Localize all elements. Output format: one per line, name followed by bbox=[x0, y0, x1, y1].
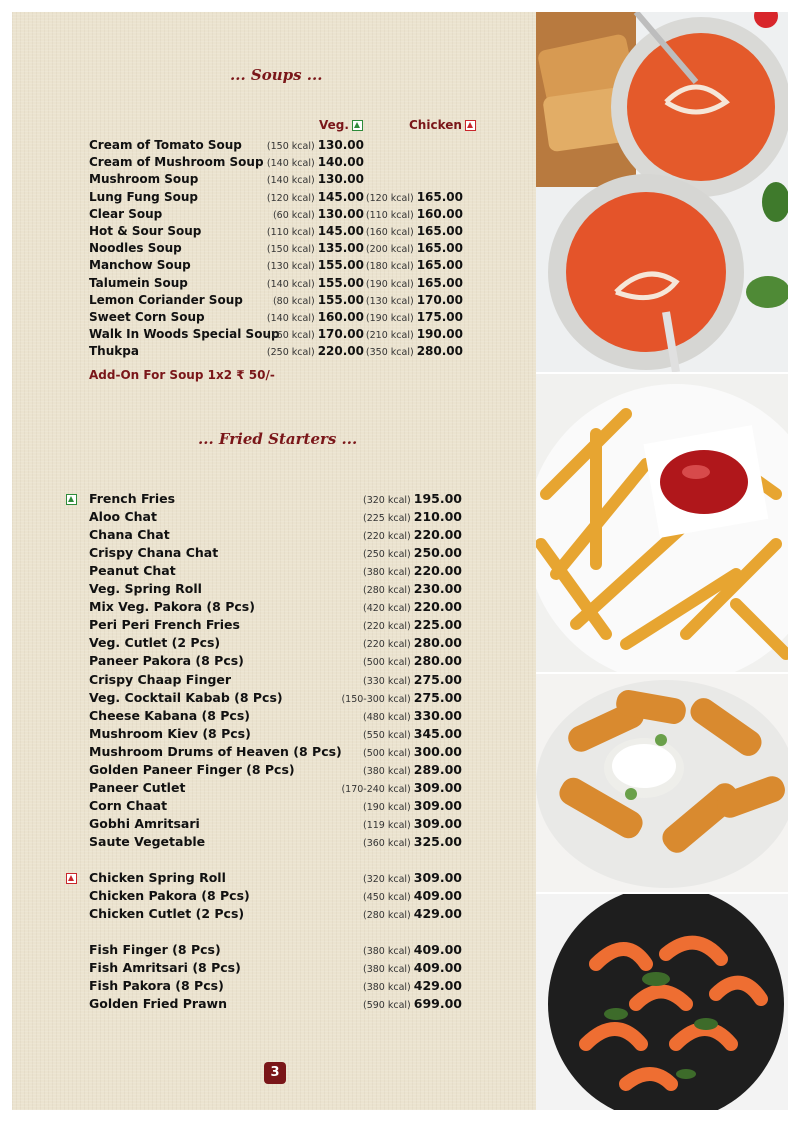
fish-starter-row bbox=[89, 996, 462, 1013]
soup-row bbox=[89, 155, 469, 172]
veg-starter-row bbox=[89, 563, 462, 580]
soup-row bbox=[89, 241, 469, 258]
item-name: Cream of Mushroom Soup bbox=[89, 155, 264, 170]
veg-column-header bbox=[319, 118, 363, 132]
veg-kcal: (150 kcal) bbox=[266, 141, 315, 152]
price-cell bbox=[363, 635, 462, 650]
veg-price-cell bbox=[273, 293, 364, 307]
veg-symbol-icon bbox=[66, 494, 77, 505]
item-kcal: (550 kcal) bbox=[362, 729, 411, 741]
chicken-header-label: Chicken bbox=[409, 118, 462, 132]
item-price: 309.00 bbox=[413, 815, 462, 831]
item-price: 309.00 bbox=[413, 779, 462, 795]
item-kcal: (330 kcal) bbox=[362, 675, 411, 687]
veg-kcal: (120 kcal) bbox=[266, 192, 315, 204]
photo-column bbox=[536, 12, 788, 1110]
item-price: 210.00 bbox=[413, 509, 462, 525]
fish-starter-row bbox=[89, 960, 462, 977]
price-cell bbox=[363, 599, 462, 614]
item-price: 309.00 bbox=[413, 870, 462, 885]
item-name: Golden Paneer Finger (8 Pcs) bbox=[89, 761, 295, 777]
fish-starter-row bbox=[89, 978, 462, 995]
chicken-price: 165.00 bbox=[416, 241, 463, 256]
item-name: Gobhi Amritsari bbox=[89, 815, 200, 831]
chicken-price: 160.00 bbox=[416, 206, 463, 221]
item-kcal: (280 kcal) bbox=[362, 910, 411, 922]
veg-price: 220.00 bbox=[317, 344, 364, 359]
chicken-starter-row bbox=[89, 888, 462, 905]
chicken-price-cell bbox=[460, 172, 463, 186]
chicken-price-cell bbox=[366, 293, 463, 307]
soup-row bbox=[89, 190, 469, 207]
item-name: Golden Fried Prawn bbox=[89, 996, 227, 1012]
chicken-price-cell bbox=[366, 276, 463, 290]
chicken-price-cell bbox=[366, 310, 463, 324]
veg-starter-row bbox=[89, 635, 462, 652]
item-price: 409.00 bbox=[413, 942, 462, 957]
veg-kcal: (140 kcal) bbox=[266, 313, 315, 324]
veg-price: 155.00 bbox=[317, 292, 364, 307]
item-name: Crispy Chaap Finger bbox=[89, 671, 232, 687]
item-name: Paneer Pakora (8 Pcs) bbox=[89, 653, 244, 669]
item-name: Mix Veg. Pakora (8 Pcs) bbox=[89, 599, 255, 615]
item-price: 699.00 bbox=[413, 996, 462, 1012]
item-name: Mushroom Soup bbox=[89, 172, 199, 187]
chicken-price-cell bbox=[366, 344, 463, 358]
item-kcal: (225 kcal) bbox=[362, 513, 411, 525]
price-cell bbox=[363, 545, 462, 560]
nonveg-symbol-icon bbox=[66, 873, 77, 884]
veg-price-cell bbox=[267, 172, 364, 186]
item-name: Peri Peri French Fries bbox=[89, 617, 240, 633]
veg-kcal: (160 kcal) bbox=[266, 330, 315, 342]
item-price: 409.00 bbox=[413, 888, 462, 904]
fried-starters-title: ... Fried Starters ... bbox=[198, 430, 358, 448]
veg-starter-row bbox=[89, 545, 462, 562]
veg-price: 130.00 bbox=[317, 172, 364, 187]
price-cell bbox=[363, 834, 462, 849]
price-cell bbox=[363, 653, 462, 668]
fried-fingers-photo bbox=[536, 674, 788, 892]
chicken-kcal: (350 kcal) bbox=[365, 347, 414, 359]
chicken-column-header bbox=[409, 118, 476, 132]
chicken-kcal: (210 kcal) bbox=[365, 330, 414, 342]
chicken-price: 165.00 bbox=[416, 189, 463, 204]
price-cell bbox=[363, 996, 462, 1011]
veg-starter-row bbox=[89, 672, 462, 689]
item-name: Chicken Pakora (8 Pcs) bbox=[89, 888, 250, 904]
veg-starter-row bbox=[89, 762, 462, 779]
veg-starter-row bbox=[89, 780, 462, 797]
soups-title: ... Soups ... bbox=[230, 66, 323, 84]
item-name: Aloo Chat bbox=[89, 509, 157, 525]
chicken-price: 170.00 bbox=[416, 292, 463, 307]
chicken-price-cell bbox=[460, 138, 463, 152]
item-kcal: (119 kcal) bbox=[362, 819, 411, 831]
item-name: Peanut Chat bbox=[89, 563, 176, 579]
veg-starter-row bbox=[89, 690, 462, 707]
item-name: Clear Soup bbox=[89, 206, 163, 221]
veg-header-label: Veg. bbox=[319, 118, 349, 132]
chicken-price-cell bbox=[366, 207, 463, 221]
veg-price-cell bbox=[267, 155, 364, 169]
item-name: Lung Fung Soup bbox=[89, 189, 198, 204]
item-kcal: (250 kcal) bbox=[362, 549, 411, 561]
item-price: 280.00 bbox=[413, 653, 462, 669]
veg-price: 160.00 bbox=[317, 310, 364, 324]
price-cell bbox=[363, 491, 462, 506]
veg-price: 145.00 bbox=[317, 224, 364, 238]
item-name: Fish Amritsari (8 Pcs) bbox=[89, 960, 241, 976]
veg-starter-row bbox=[89, 527, 462, 544]
price-cell bbox=[363, 978, 462, 993]
price-cell bbox=[363, 726, 462, 741]
veg-price-cell bbox=[267, 276, 364, 290]
chicken-price-cell bbox=[366, 190, 463, 204]
item-price: 300.00 bbox=[413, 743, 462, 759]
item-name: Fish Finger (8 Pcs) bbox=[89, 942, 221, 957]
soup-row bbox=[89, 344, 469, 361]
item-price: 289.00 bbox=[413, 761, 462, 777]
item-price: 280.00 bbox=[413, 635, 462, 651]
item-name: Mushroom Drums of Heaven (8 Pcs) bbox=[89, 743, 342, 759]
veg-starter-row bbox=[89, 816, 462, 833]
chicken-kcal: (190 kcal) bbox=[365, 278, 414, 290]
item-name: Hot & Sour Soup bbox=[89, 224, 202, 238]
chicken-price-cell bbox=[366, 224, 463, 238]
item-name: Noodles Soup bbox=[89, 241, 182, 256]
item-name: Lemon Coriander Soup bbox=[89, 292, 243, 307]
chicken-price-cell bbox=[460, 155, 463, 169]
veg-price-cell bbox=[267, 327, 364, 341]
price-cell bbox=[363, 942, 462, 957]
price-cell bbox=[363, 798, 462, 813]
price-cell bbox=[363, 672, 462, 687]
soup-row bbox=[89, 293, 469, 310]
page-number: 3 bbox=[264, 1062, 286, 1084]
item-price: 220.00 bbox=[413, 563, 462, 579]
veg-price: 145.00 bbox=[317, 189, 364, 204]
soup-row bbox=[89, 224, 469, 241]
item-name: Thukpa bbox=[89, 344, 139, 359]
veg-starter-row bbox=[89, 708, 462, 725]
veg-starter-row bbox=[89, 491, 462, 508]
veg-starter-row bbox=[89, 744, 462, 761]
veg-price: 155.00 bbox=[317, 275, 364, 290]
veg-kcal: (110 kcal) bbox=[266, 227, 315, 238]
veg-price: 170.00 bbox=[317, 327, 364, 342]
item-kcal: (190 kcal) bbox=[362, 801, 411, 813]
soup-row bbox=[89, 310, 469, 327]
item-kcal: (420 kcal) bbox=[362, 603, 411, 615]
item-name: Crispy Chana Chat bbox=[89, 545, 219, 561]
item-name: Talumein Soup bbox=[89, 275, 188, 290]
chicken-price: 165.00 bbox=[416, 258, 463, 273]
item-kcal: (500 kcal) bbox=[362, 657, 411, 669]
soup-row bbox=[89, 258, 469, 275]
veg-starter-row bbox=[89, 509, 462, 526]
veg-kcal: (130 kcal) bbox=[266, 261, 315, 273]
veg-kcal: (250 kcal) bbox=[266, 347, 315, 359]
price-cell bbox=[363, 744, 462, 759]
item-kcal: (380 kcal) bbox=[362, 567, 411, 579]
item-name: Fish Pakora (8 Pcs) bbox=[89, 978, 224, 994]
chicken-starter-row bbox=[89, 906, 462, 923]
item-name: Chicken Spring Roll bbox=[89, 870, 226, 885]
chicken-kcal: (190 kcal) bbox=[365, 313, 414, 324]
item-name: Paneer Cutlet bbox=[89, 779, 186, 795]
price-cell bbox=[341, 780, 462, 795]
item-price: 409.00 bbox=[413, 960, 462, 976]
chicken-starter-row bbox=[89, 870, 462, 887]
item-kcal: (380 kcal) bbox=[362, 982, 411, 994]
chicken-price: 165.00 bbox=[416, 224, 463, 238]
item-kcal: (380 kcal) bbox=[362, 964, 411, 976]
chicken-price-cell bbox=[366, 241, 463, 255]
item-name: Saute Vegetable bbox=[89, 833, 206, 849]
item-kcal: (450 kcal) bbox=[362, 892, 411, 904]
chicken-price-cell bbox=[366, 327, 463, 341]
price-cell bbox=[363, 762, 462, 777]
veg-price: 130.00 bbox=[317, 138, 364, 152]
item-kcal: (320 kcal) bbox=[362, 874, 411, 885]
veg-kcal: (140 kcal) bbox=[266, 278, 315, 290]
soup-row bbox=[89, 172, 469, 189]
item-name: Cream of Tomato Soup bbox=[89, 138, 242, 152]
item-name: Manchow Soup bbox=[89, 258, 191, 273]
item-price: 195.00 bbox=[413, 491, 462, 506]
price-cell bbox=[363, 581, 462, 596]
item-kcal: (220 kcal) bbox=[362, 621, 411, 633]
veg-price-cell bbox=[267, 258, 364, 272]
item-price: 345.00 bbox=[413, 725, 462, 741]
chicken-kcal: (180 kcal) bbox=[365, 261, 414, 273]
veg-price-cell bbox=[267, 138, 364, 152]
item-kcal: (170-240 kcal) bbox=[341, 783, 411, 795]
chicken-kcal: (120 kcal) bbox=[365, 192, 414, 204]
price-cell bbox=[363, 563, 462, 578]
item-kcal: (380 kcal) bbox=[362, 765, 411, 777]
soup-row bbox=[89, 138, 469, 155]
price-cell bbox=[363, 509, 462, 524]
item-price: 330.00 bbox=[413, 707, 462, 723]
item-name: Veg. Spring Roll bbox=[89, 581, 202, 597]
veg-price: 130.00 bbox=[317, 206, 364, 221]
price-cell bbox=[363, 960, 462, 975]
veg-starter-row bbox=[89, 581, 462, 598]
veg-price-cell bbox=[267, 310, 364, 324]
item-kcal: (280 kcal) bbox=[362, 585, 411, 597]
item-price: 429.00 bbox=[413, 906, 462, 922]
item-name: Walk In Woods Special Soup bbox=[89, 327, 280, 342]
veg-symbol-icon bbox=[352, 120, 363, 131]
soup-row bbox=[89, 327, 469, 344]
french-fries-photo bbox=[536, 374, 788, 672]
veg-kcal: (140 kcal) bbox=[266, 158, 315, 170]
price-cell bbox=[363, 708, 462, 723]
item-price: 225.00 bbox=[413, 617, 462, 633]
price-cell bbox=[363, 816, 462, 831]
chicken-price: 175.00 bbox=[416, 310, 463, 324]
item-price: 429.00 bbox=[413, 978, 462, 994]
item-price: 309.00 bbox=[413, 797, 462, 813]
item-price: 325.00 bbox=[413, 833, 462, 849]
chicken-price: 190.00 bbox=[416, 327, 463, 342]
item-name: Sweet Corn Soup bbox=[89, 310, 205, 324]
item-kcal: (220 kcal) bbox=[362, 639, 411, 651]
veg-kcal: (60 kcal) bbox=[272, 209, 315, 221]
chicken-kcal: (200 kcal) bbox=[365, 244, 414, 256]
veg-starter-row bbox=[89, 834, 462, 851]
price-cell bbox=[363, 870, 462, 885]
chicken-price-cell bbox=[366, 258, 463, 272]
item-kcal: (590 kcal) bbox=[362, 1000, 411, 1012]
veg-starter-row bbox=[89, 798, 462, 815]
veg-price: 140.00 bbox=[317, 155, 364, 170]
veg-kcal: (150 kcal) bbox=[266, 244, 315, 256]
item-kcal: (150-300 kcal) bbox=[341, 693, 411, 705]
soup-row bbox=[89, 276, 469, 293]
chicken-kcal: (110 kcal) bbox=[365, 209, 414, 221]
tomato-soup-photo bbox=[536, 12, 788, 372]
item-name: Corn Chaat bbox=[89, 797, 168, 813]
veg-price-cell bbox=[267, 241, 364, 255]
item-price: 275.00 bbox=[413, 671, 462, 687]
item-price: 230.00 bbox=[413, 581, 462, 597]
item-name: Cheese Kabana (8 Pcs) bbox=[89, 707, 250, 723]
item-name: Chicken Cutlet (2 Pcs) bbox=[89, 906, 245, 922]
veg-price-cell bbox=[267, 344, 364, 358]
chicken-kcal: (160 kcal) bbox=[365, 227, 414, 238]
item-kcal: (500 kcal) bbox=[362, 747, 411, 759]
nonveg-symbol-icon bbox=[465, 120, 476, 131]
item-price: 220.00 bbox=[413, 599, 462, 615]
item-name: Veg. Cutlet (2 Pcs) bbox=[89, 635, 221, 651]
item-name: Mushroom Kiev (8 Pcs) bbox=[89, 725, 251, 741]
veg-kcal: (140 kcal) bbox=[266, 175, 315, 187]
item-kcal: (320 kcal) bbox=[362, 495, 411, 506]
chicken-kcal: (130 kcal) bbox=[365, 295, 414, 307]
item-price: 275.00 bbox=[413, 689, 462, 705]
item-name: Veg. Cocktail Kabab (8 Pcs) bbox=[89, 689, 283, 705]
price-cell bbox=[363, 527, 462, 542]
price-cell bbox=[363, 906, 462, 921]
item-price: 250.00 bbox=[413, 545, 462, 561]
veg-kcal: (80 kcal) bbox=[272, 295, 315, 307]
item-kcal: (360 kcal) bbox=[362, 837, 411, 849]
item-name: Chana Chat bbox=[89, 527, 170, 543]
price-cell bbox=[363, 888, 462, 903]
veg-starter-row bbox=[89, 617, 462, 634]
price-cell bbox=[363, 617, 462, 632]
veg-price-cell bbox=[267, 224, 364, 238]
veg-price-cell bbox=[267, 190, 364, 204]
item-price: 220.00 bbox=[413, 527, 462, 543]
soup-addon-note: Add-On For Soup 1x2 ₹ 50/- bbox=[89, 368, 275, 382]
fish-starter-row bbox=[89, 942, 462, 959]
veg-price: 155.00 bbox=[317, 258, 364, 273]
item-name: French Fries bbox=[89, 491, 176, 506]
veg-price: 135.00 bbox=[317, 241, 364, 256]
veg-starter-row bbox=[89, 653, 462, 670]
soup-row bbox=[89, 207, 469, 224]
veg-starter-row bbox=[89, 726, 462, 743]
prawns-photo bbox=[536, 894, 788, 1110]
item-kcal: (220 kcal) bbox=[362, 531, 411, 543]
chicken-price: 280.00 bbox=[416, 344, 463, 359]
item-kcal: (380 kcal) bbox=[362, 946, 411, 957]
veg-starter-row bbox=[89, 599, 462, 616]
veg-price-cell bbox=[273, 207, 364, 221]
price-cell bbox=[341, 690, 462, 705]
chicken-price: 165.00 bbox=[416, 275, 463, 290]
item-kcal: (480 kcal) bbox=[362, 711, 411, 723]
